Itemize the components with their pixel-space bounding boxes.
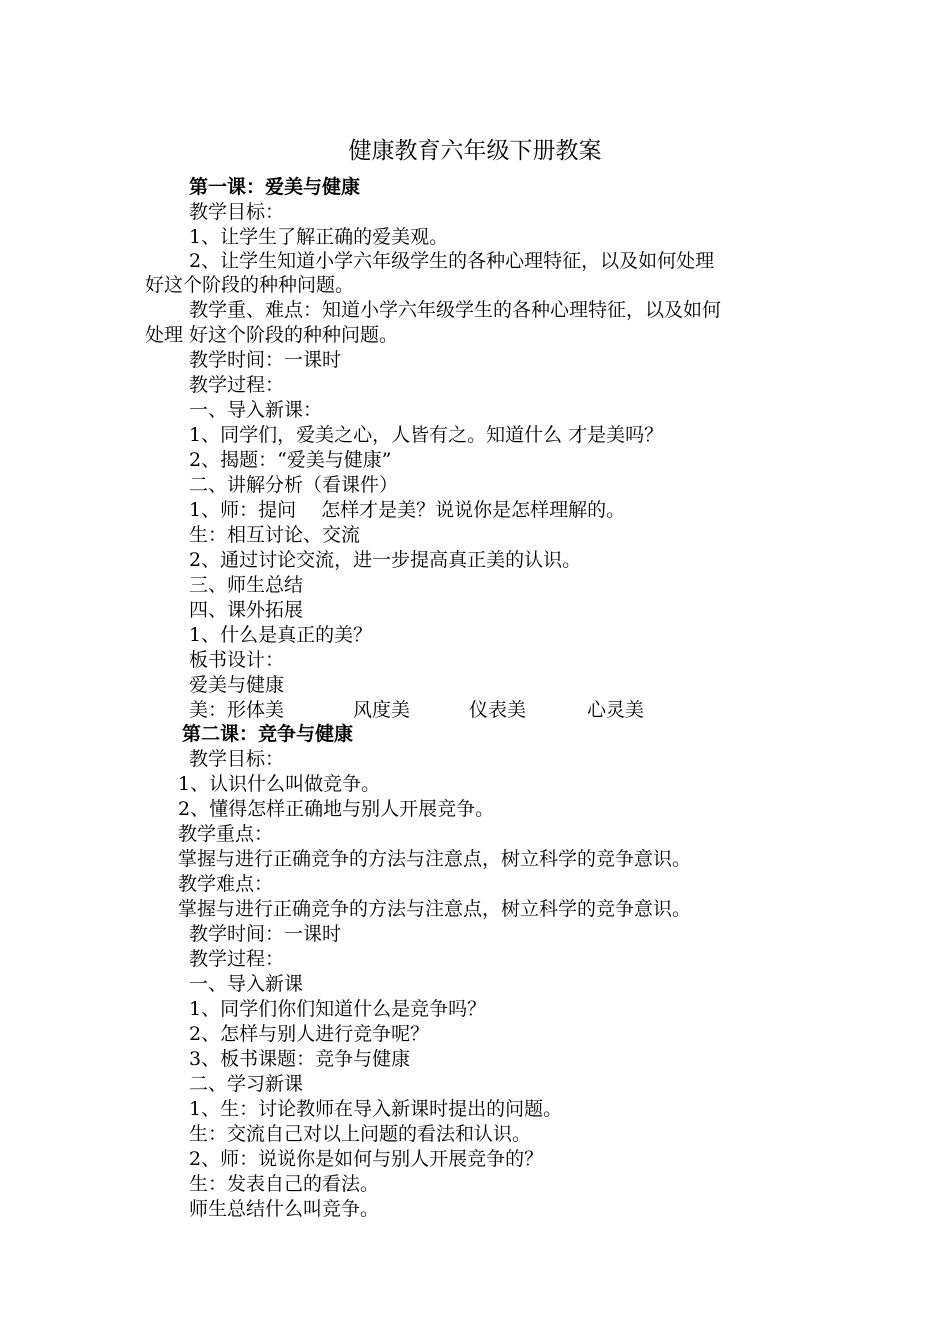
board-design-row (189, 698, 644, 722)
lesson-1-line: 处理 好这个阶段的种种问题。 (145, 324, 399, 346)
lesson-1-line: 一、导入新课： (189, 399, 323, 421)
lesson-1-line: 三、师生总结 (189, 574, 304, 596)
lesson-1-line: 1、让学生了解正确的爱美观。 (189, 226, 449, 248)
lesson-1-line: 生：相互讨论、交流 (189, 524, 361, 546)
beauty-item: 心灵美 (587, 699, 645, 721)
document-title: 健康教育六年级下册教案 (348, 138, 602, 164)
lesson-1-line: 教学时间：一课时 (189, 349, 342, 371)
lesson-1-line: 四、课外拓展 (189, 599, 304, 621)
lesson-2-line: 2、师：说说你是如何与别人开展竞争的？ (189, 1148, 544, 1170)
lesson-2-line: 3、板书课题：竞争与健康 (189, 1048, 411, 1070)
beauty-item: 仪表美 (469, 699, 527, 721)
lesson-2-line: 生：交流自己对以上问题的看法和认识。 (189, 1123, 532, 1145)
lesson-2-line: 教学难点： (178, 873, 274, 895)
lesson-1-line: 教学目标： (189, 201, 285, 223)
beauty-item: 风度美 (353, 699, 411, 721)
lesson-1-heading: 第一课：爱美与健康 (189, 176, 361, 198)
lesson-1-line: 教学过程： (189, 374, 285, 396)
lesson-1-line: 2、揭题：“爱美与健康” (189, 449, 392, 471)
lesson-1-line: 2、让学生知道小学六年级学生的各种心理特征，以及如何处理 (189, 250, 715, 272)
lesson-2-line: 1、同学们你们知道什么是竞争吗？ (189, 998, 487, 1020)
lesson-2-line: 一、导入新课 (189, 973, 304, 995)
lesson-2-line: 教学过程： (189, 948, 285, 970)
lesson-1-line: 1、什么是真正的美？ (189, 624, 373, 646)
lesson-2-line: 掌握与进行正确竞争的方法与注意点，树立科学的竞争意识。 (178, 898, 692, 920)
lesson-1-line: 二、讲解分析（看课件） (189, 474, 399, 496)
lesson-2-line: 教学时间：一课时 (189, 923, 342, 945)
lesson-2-line: 1、生：讨论教师在导入新课时提出的问题。 (189, 1098, 563, 1120)
lesson-2-line: 教学重点： (178, 823, 274, 845)
lesson-1-line: 教学重、难点：知道小学六年级学生的各种心理特征，以及如何 (189, 299, 722, 321)
lesson-1-line: 好这个阶段的种种问题。 (145, 274, 355, 296)
lesson-2-line: 教学目标： (189, 748, 285, 770)
lesson-2-line: 2、怎样与别人进行竞争呢？ (189, 1023, 430, 1045)
lesson-2-line: 二、学习新课 (189, 1073, 304, 1095)
lesson-2-heading: 第二课：竞争与健康 (182, 723, 354, 745)
lesson-2-line: 生：发表自己的看法。 (189, 1173, 380, 1195)
beauty-item: 美：形体美 (189, 699, 285, 721)
lesson-2-line: 2、懂得怎样正确地与别人开展竞争。 (178, 798, 495, 820)
lesson-2-line: 1、认识什么叫做竞争。 (178, 773, 381, 795)
lesson-1-line: 2、通过讨论交流，进一步提高真正美的认识。 (189, 549, 582, 571)
lesson-1-line: 1、同学们，爱美之心，人皆有之。知道什么 才是美吗？ (189, 424, 664, 446)
lesson-1-line: 1、师：提问 怎样才是美？说说你是怎样理解的。 (189, 499, 626, 521)
lesson-2-line: 师生总结什么叫竞争。 (189, 1198, 380, 1220)
lesson-1-line: 爱美与健康 (189, 674, 285, 696)
lesson-1-line: 板书设计： (189, 649, 285, 671)
lesson-2-line: 掌握与进行正确竞争的方法与注意点，树立科学的竞争意识。 (178, 848, 692, 870)
